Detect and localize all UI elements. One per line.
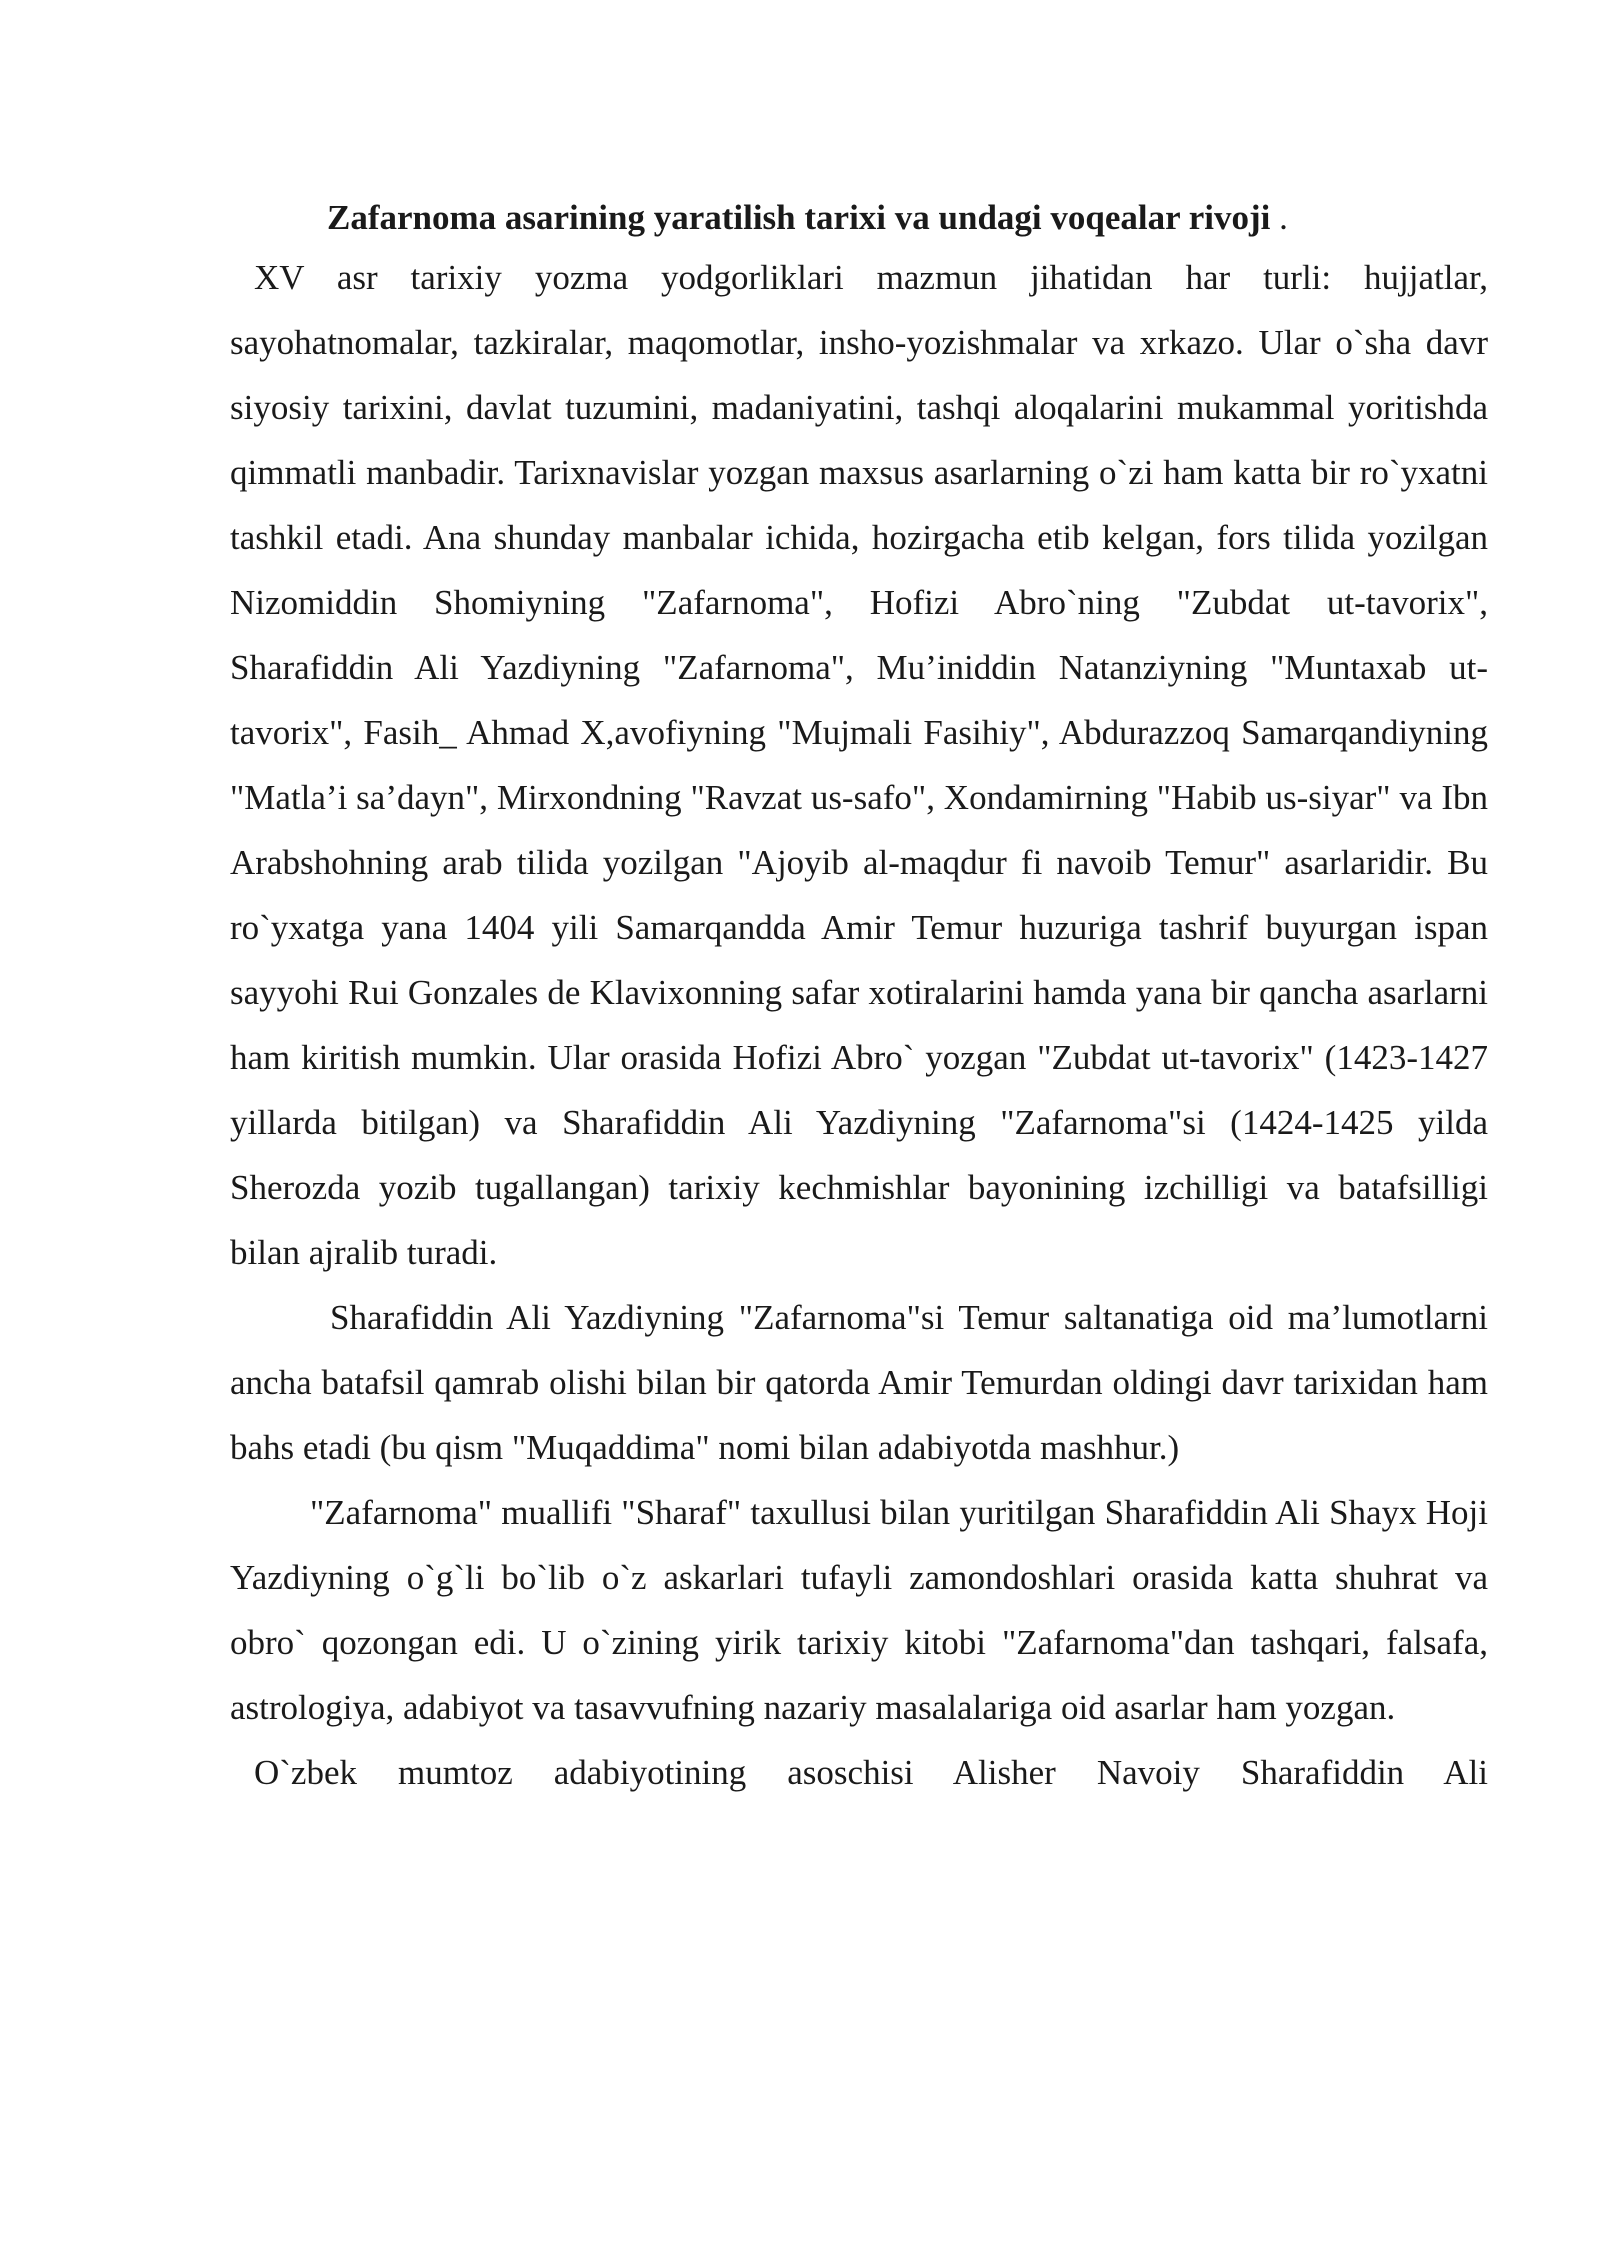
document-title-text: Zafarnoma asarining yaratilish tarixi va undagi voqealar rivoji [327,198,1271,237]
paragraph-2: Sharafiddin Ali Yazdiyning "Zafarnoma"si Temur saltanatiga oid ma’lumotlarni ancha batafsil qamrab olishi bilan bir qatorda Amir Temurdan oldingi davr tarixidan ham bahs etadi (bu qism "Muqaddima" nomi bilan adabiyotda mashhur.) [230,1298,1488,1467]
document-title [230,190,1488,245]
document-title-suffix: . [1270,198,1288,237]
paragraph-1: XV asr tarixiy yozma yodgorliklari mazmun jihatidan har turli: hujjatlar, sayohatnomalar, tazkiralar, maqomotlar, insho-yozishmalar va xrkazo. Ular o`sha davr siyosiy tarixini, davlat tuzumini, madaniyatini, tashqi aloqalarini mukammal yoritishda qimmatli manbadir. Tarixnavislar yozgan maxsus asarlarning o`zi ham katta bir ro`yxatni tashkil etadi. Ana shunday manbalar ichida, hozirgacha etib kelgan, fors tilida yozilgan Nizomiddin Shomiyning "Zafarnoma", Hofizi Abro`ning "Zubdat ut-tavorix", Sharafiddin Ali Yazdiyning "Zafarnoma", Mu’iniddin Natanziyning "Muntaxab ut-tavorix", Fasih_ Ahmad X,avofiyning "Mujmali Fasihiy", Abdurazzoq Samarqandiyning "Matla’i sa’dayn", Mirxondning "Ravzat us-safo", Xondamirning "Habib us-siyar" va Ibn Arabshohning arab tilida yozilgan "Ajoyib al-maqdur fi navoib Temur" asarlaridir. Bu ro`yxatga yana 1404 yili Samarqandda Amir Temur huzuriga tashrif buyurgan ispan sayyohi Rui Gonzales de Klavixonning safar xotiralarini hamda yana bir qancha asarlarni ham kiritish mumkin. Ular orasida Hofizi Abro` yozgan "Zubdat ut-tavorix" (1423-1427 yillarda bitilgan) va Sharafiddin Ali Yazdiyning "Zafarnoma"si (1424-1425 yilda Sherozda yozib tugallangan) tarixiy kechmishlar bayonining izchilligi va batafsilligi bilan ajralib turadi. [230,258,1488,1272]
document-body [230,190,1488,1805]
paragraph-3: "Zafarnoma" muallifi "Sharaf" taxullusi bilan yuritilgan Sharafiddin Ali Shayx Hoji Yazdiyning o`g`li bo`lib o`z askarlari tufayli zamondoshlari orasida katta shuhrat va obro` qozongan edi. U o`zining yirik tarixiy kitobi "Zafarnoma"dan tashqari, falsafa, astrologiya, adabiyot va tasavvufning nazariy masalalariga oid asarlar ham yozgan. [230,1493,1488,1727]
paragraph-4: O`zbek mumtoz adabiyotining asoschisi Alisher Navoiy Sharafiddin Ali [254,1753,1488,1792]
